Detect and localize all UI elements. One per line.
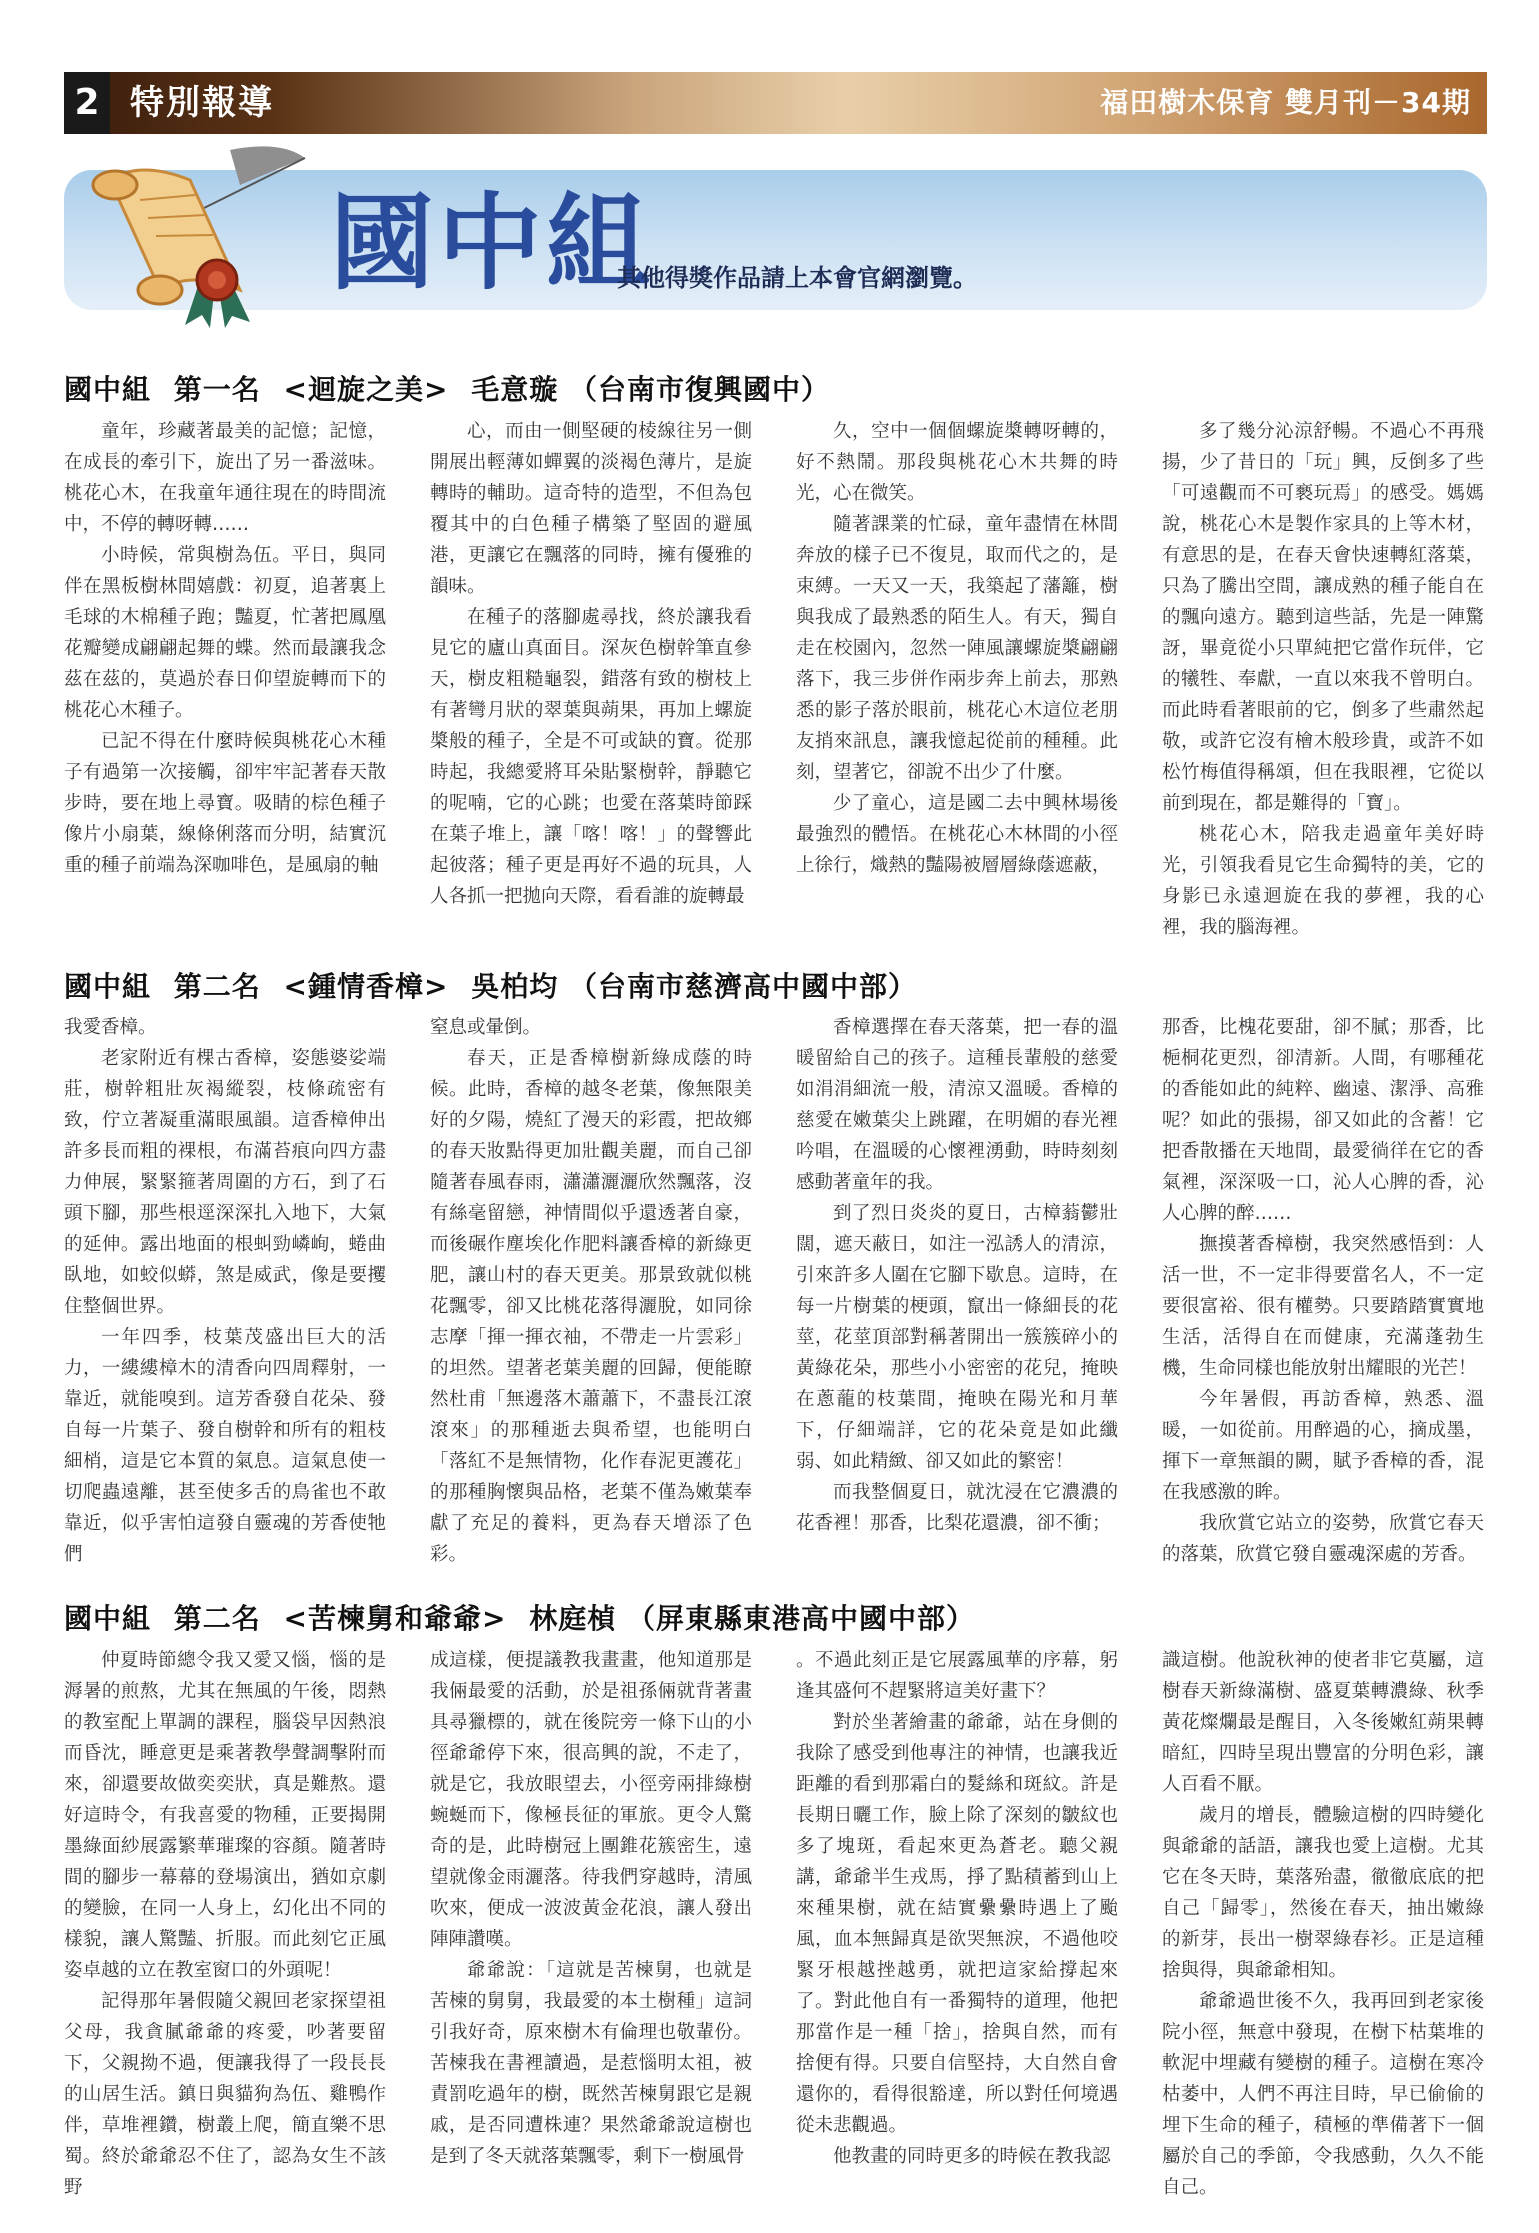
article-column (1162, 1645, 1484, 2210)
article-paragraph: 成這樣，便提議教我畫畫，他知道那是我倆最愛的活動，於是祖孫倆就背著畫具尋獵標的，就在後院旁一條下山的小徑爺爺停下來，很高興的說，不走了，就是它，我放眼望去，小徑旁兩排綠樹蜿蜒而下，像極長征的軍旅。更令人驚奇的是，此時樹冠上團錐花簇密生，遠望就像金雨灑落。待我們穿越時，清風吹來，便成一波波黃金花浪，讓人發出陣陣讚嘆。 (430, 1650, 752, 1950)
article-body (64, 1645, 1487, 2210)
article-school: （台南市慈濟高中國中部） (568, 970, 917, 1003)
article-title (64, 965, 917, 1005)
article-paragraph: 心，而由一側堅硬的棱線往另一側開展出輕薄如蟬翼的淡褐色薄片，是旋轉時的輔助。這奇特的造型，不但為包覆其中的白色種子構築了堅固的避風港，更讓它在飄落的同時，擁有優雅的韻味。 (430, 421, 752, 597)
article-body (64, 416, 1487, 938)
article-paragraph: 久，空中一個個螺旋槳轉呀轉的，好不熱鬧。那段與桃花心木共舞的時光，心在微笑。 (796, 421, 1118, 504)
scroll-quill-illustration (80, 140, 310, 330)
article-paragraph: 窒息或暈倒。 (430, 1017, 542, 1038)
article-paragraph: 爺爺過世後不久，我再回到老家後院小徑，無意中發現，在樹下枯葉堆的軟泥中埋藏有變樹的種子。這樹在寒冷枯萎中，人們不再注目時，早已偷偷的埋下生命的種子，積極的準備著下一個屬於自己的季節，令我感動，久久不能自己。 (1162, 1991, 1484, 2198)
article-paragraph: 到了烈日炎炎的夏日，古樟蓊鬱壯闊，遮天蔽日，如注一泓誘人的清涼，引來許多人圍在它腳下歇息。這時，在每一片樹葉的梗頭，竄出一條細長的花莖，花莖頂部對稱著開出一簇簇碎小的黃綠花朵，那些小小密密的花兒，掩映在蔥蘢的枝葉間，掩映在陽光和月華下，仔細端詳，它的花朵竟是如此纖弱、如此精緻、卻又如此的繁密！ (796, 1203, 1118, 1472)
article-paragraph: 我愛香樟。 (64, 1017, 157, 1038)
article-category: 國中組 (64, 373, 152, 406)
article-column (1162, 416, 1484, 938)
article-column (796, 1645, 1118, 2210)
article-paragraph: 那香，比槐花要甜，卻不膩；那香，比梔桐花更烈，卻清新。人間，有哪種花的香能如此的純粹、幽遠、潔淨、高雅呢？如此的張揚，卻又如此的含蓄！它把香散播在天地間，最愛徜徉在它的香氣裡，深深吸一口，沁人心脾的香，沁人心脾的醉…… (1162, 1017, 1484, 1224)
article-paragraph: 小時候，常與樹為伍。平日，與同伴在黑板樹林間嬉戲：初夏，追著裏上毛球的木棉種子跑；豔夏，忙著把鳳凰花瓣變成翩翩起舞的蝶。然而最讓我念茲在茲的，莫過於春日仰望旋轉而下的桃花心木種子。 (64, 545, 386, 721)
article-paragraph: 撫摸著香樟樹，我突然感悟到：人活一世，不一定非得要當名人，不一定要很富裕、很有權勢。只要踏踏實實地生活，活得自在而健康，充滿蓬勃生機，生命同樣也能放射出耀眼的光芒！ (1162, 1234, 1484, 1379)
article-title (64, 368, 830, 408)
article-paragraph: 對於坐著繪畫的爺爺，站在身側的我除了感受到他專注的神情，也讓我近距離的看到那霜白的髮絲和斑紋。許是長期日曬工作，臉上除了深刻的皺紋也多了塊斑，看起來更為蒼老。聽父親講，爺爺半生戎馬，掙了點積蓄到山上來種果樹，就在結實纍纍時遇上了颱風，血本無歸真是欲哭無淚，不過他咬緊牙根越挫越勇，就把這家給撐起來了。對此他自有一番獨特的道理，他把那當作是一種「捨」，捨與自然，而有捨便有得。只要自信堅持，大自然自會還你的，看得很豁達，所以對任何境遇從未悲觀過。 (796, 1712, 1118, 2136)
article-column (796, 416, 1118, 896)
article-category: 國中組 (64, 1602, 152, 1635)
article-paragraph: 在種子的落腳處尋找，終於讓我看見它的廬山真面目。深灰色樹幹筆直參天，樹皮粗糙龜裂，錯落有致的樹枝上有著彎月狀的翠葉與蒴果，再加上螺旋槳般的種子，全是不可或缺的寶。從那時起，我總愛將耳朵貼緊樹幹，靜聽它的呢喃，它的心跳；也愛在落葉時節踩在葉子堆上，讓「喀！喀！」的聲響此起彼落；種子更是再好不過的玩具，人人各抓一把拋向天際，看看誰的旋轉最 (430, 607, 752, 907)
article-column (1162, 1012, 1484, 1565)
article-column (430, 1012, 752, 1565)
article-paragraph: 仲夏時節總令我又愛又惱，惱的是溽暑的煎熬，尤其在無風的午後，悶熱的教室配上單調的課程，腦袋早因熱浪而昏沈，睡意更是乘著教學聲調擊附而來，卻還要故做奕奕狀，真是難熬。還好這時令，有我喜愛的物種，正要揭開墨綠面紗展露繁華璀璨的容顏。隨著時間的腳步一幕幕的登場演出，猶如京劇的變臉，在同一人身上，幻化出不同的樣貌，讓人驚豔、折服。而此刻它正風姿卓越的立在教室窗口的外頭呢！ (64, 1650, 386, 1981)
article-paragraph: 爺爺說：「這就是苦楝舅，也就是苦楝的舅舅，我最愛的本土樹種」這詞引我好奇，原來樹木有倫理也敬輩份。苦楝我在書裡讀過，是惹惱明太祖，被責罰吃過年的樹，既然苦楝舅跟它是親戚，是否同遭株連？果然爺爺說這樹也是到了冬天就落葉飄零，剩下一樹風骨 (430, 1960, 752, 2167)
article-work-title: <苦楝舅和爺爺> (283, 1602, 507, 1635)
article-paragraph: 隨著課業的忙碌，童年盡情在林間奔放的樣子已不復見，取而代之的，是束縛。一天又一天，我築起了藩籬，樹與我成了最熟悉的陌生人。有天，獨自走在校園內，忽然一陣風讓螺旋槳翩翩落下，我三步併作兩步奔上前去，那熟悉的影子落於眼前，桃花心木這位老朋友捎來訊息，讓我憶起從前的種種。此刻，望著它，卻說不出少了什麼。 (796, 514, 1118, 783)
article-column (64, 1645, 386, 2210)
article-column (430, 416, 752, 907)
article-author: 毛意璇 (471, 373, 559, 406)
article-paragraph: 香樟選擇在春天落葉，把一春的溫暖留給自己的孩子。這種長輩般的慈愛如涓涓細流一般，清涼又溫暖。香樟的慈愛在嫩葉尖上跳躍，在明媚的春光裡吟唱，在溫暖的心懷裡湧動，時時刻刻感動著童年的我。 (796, 1017, 1118, 1193)
article-paragraph: 春天，正是香樟樹新綠成蔭的時候。此時，香樟的越冬老葉，像無限美好的夕陽，燒紅了漫天的彩霞，把故鄉的春天妝點得更加壯觀美麗，而自己卻隨著春風春雨，瀟瀟灑灑欣然飄落，沒有絲毫留戀，神情間似乎還透著自豪，而後碾作塵埃化作肥料讓香樟的新綠更肥，讓山村的春天更美。那景致就似桃花飄零，卻又比桃花落得灑脫，如同徐志摩「揮一揮衣袖，不帶走一片雲彩」的坦然。望著老葉美麗的回歸，便能瞭然杜甫「無邊落木蕭蕭下，不盡長江滾滾來」的那種逝去與希望，也能明白「落紅不是無情物，化作春泥更護花」的那種胸懷與品格，老葉不僅為嫩葉奉獻了充足的養料，更為春天增添了色彩。 (430, 1048, 752, 1565)
article-paragraph: 一年四季，枝葉茂盛出巨大的活力，一縷縷樟木的清香向四周釋射，一靠近，就能嗅到。這芳香發自花朵、發自每一片葉子、發自樹幹和所有的粗枝細梢，這是它本質的氣息。這氣息使一切爬蟲遠離，甚至使多舌的鳥雀也不敢靠近，似乎害怕這發自靈魂的芳香使牠們 (64, 1327, 386, 1565)
article-column (430, 1645, 752, 2210)
publication-title: 福田樹木保育 雙月刊－34期 (1100, 86, 1471, 119)
article-column (64, 416, 386, 896)
article-category: 國中組 (64, 970, 152, 1003)
banner-title: 國中組 (330, 181, 655, 304)
article-paragraph: 而我整個夏日，就沈浸在它濃濃的花香裡！那香，比梨花還濃，卻不衝； (796, 1482, 1118, 1534)
header-bar (64, 72, 1487, 134)
article-title (64, 1597, 975, 1637)
article-paragraph: 我欣賞它站立的姿勢，欣賞它春天的落葉，欣賞它發自靈魂深處的芳香。 (1162, 1513, 1484, 1565)
article-paragraph: 他教畫的同時更多的時候在教我認 (833, 2146, 1111, 2167)
article-paragraph: 今年暑假，再訪香樟，熟悉、溫暖，一如從前。用醉過的心，摘成墨，揮下一章無韻的闕，賦予香樟的香，混在我感激的眸。 (1162, 1389, 1484, 1503)
article-rank: 第一名 (173, 373, 261, 406)
article-paragraph: 少了童心，這是國二去中興林場後最強烈的體悟。在桃花心木林間的小徑上徐行，熾熱的豔陽被層層綠蔭遮蔽， (796, 793, 1118, 876)
article-paragraph: 已記不得在什麼時候與桃花心木種子有過第一次接觸，卻牢牢記著春天散步時，要在地上尋寶。吸睛的棕色種子像片小扇葉，線條俐落而分明，結實沉重的種子前端為深咖啡色，是風扇的軸 (64, 731, 386, 876)
article-paragraph: 多了幾分沁涼舒暢。不過心不再飛揚，少了昔日的「玩」興，反倒多了些「可遠觀而不可褻玩焉」的感受。媽媽說，桃花心木是製作家具的上等木材，有意思的是，在春天會快速轉紅落葉，只為了騰出空間，讓成熟的種子能自在的飄向遠方。聽到這些話，先是一陣驚訝，畢竟從小只單純把它當作玩伴，它的犧牲、奉獻，一直以來我不曾明白。而此時看著眼前的它，倒多了些肅然起敬，或許它沒有檜木般珍貴，或許不如松竹梅值得稱頌，但在我眼裡，它從以前到現在，都是難得的「寶」。 (1162, 421, 1484, 814)
article-column (796, 1012, 1118, 1547)
article-paragraph: 歲月的增長，體驗這樹的四時變化與爺爺的話語，讓我也愛上這樹。尤其它在冬天時，葉落殆盡，徹徹底底的把自己「歸零」，然後在春天，抽出嫩綠的新芽，長出一樹翠綠春衫。正是這種捨與得，與爺爺相知。 (1162, 1805, 1484, 1981)
article-column (64, 1012, 386, 1565)
article-paragraph: 。不過此刻正是它展露風華的序幕，躬逢其盛何不趕緊將這美好畫下？ (796, 1650, 1118, 1702)
article-work-title: <迴旋之美> (283, 373, 449, 406)
page-number: 2 (64, 72, 110, 134)
article-paragraph: 桃花心木，陪我走過童年美好時光，引領我看見它生命獨特的美，它的身影已永遠迴旋在我的夢裡，我的心裡，我的腦海裡。 (1162, 824, 1484, 938)
article-paragraph: 識這樹。他說秋神的使者非它莫屬，這樹春天新綠滿樹、盛夏葉轉濃綠、秋季黃花燦爛最是醒目，入冬後嫩紅蒴果轉暗紅，四時呈現出豐富的分明色彩，讓人百看不厭。 (1162, 1650, 1484, 1795)
article-rank: 第二名 (173, 970, 261, 1003)
article-paragraph: 老家附近有棵古香樟，姿態婆娑端莊，樹幹粗壯灰褐縱裂，枝條疏密有致，佇立著凝重滿眼風韻。這香樟伸出許多長而粗的裸根，布滿苔痕向四方盡力伸展，緊緊箍著周圍的方石，到了石頭下腳，那些根逕深深扎入地下，大氣的延伸。露出地面的根虯勁嶙峋，蜷曲臥地，如蛟似蟒，煞是威武，像是要攫住整個世界。 (64, 1048, 386, 1317)
banner-subtitle: 其他得獎作品請上本會官網瀏覽。 (617, 264, 977, 292)
article-school: （台南市復興國中） (568, 373, 830, 406)
article-school: （屏東縣東港高中國中部） (626, 1602, 975, 1635)
article-paragraph: 童年，珍藏著最美的記憶；記憶，在成長的牽引下，旋出了另一番滋味。桃花心木，在我童年通往現在的時間流中，不停的轉呀轉…… (64, 421, 386, 535)
article-body (64, 1012, 1487, 1565)
article-author: 林庭楨 (529, 1602, 617, 1635)
article-work-title: <鍾情香樟> (283, 970, 449, 1003)
article-paragraph: 記得那年暑假隨父親回老家探望祖父母，我貪膩爺爺的疼愛，吵著要留下，父親拗不過，便讓我得了一段長長的山居生活。鎮日與貓狗為伍、雞鴨作伴，草堆裡鑽，樹叢上爬，簡直樂不思蜀。終於爺爺忍不住了，認為女生不該野 (64, 1991, 386, 2198)
section-title: 特別報導 (130, 83, 274, 123)
article-rank: 第二名 (173, 1602, 261, 1635)
article-author: 吳柏均 (471, 970, 559, 1003)
